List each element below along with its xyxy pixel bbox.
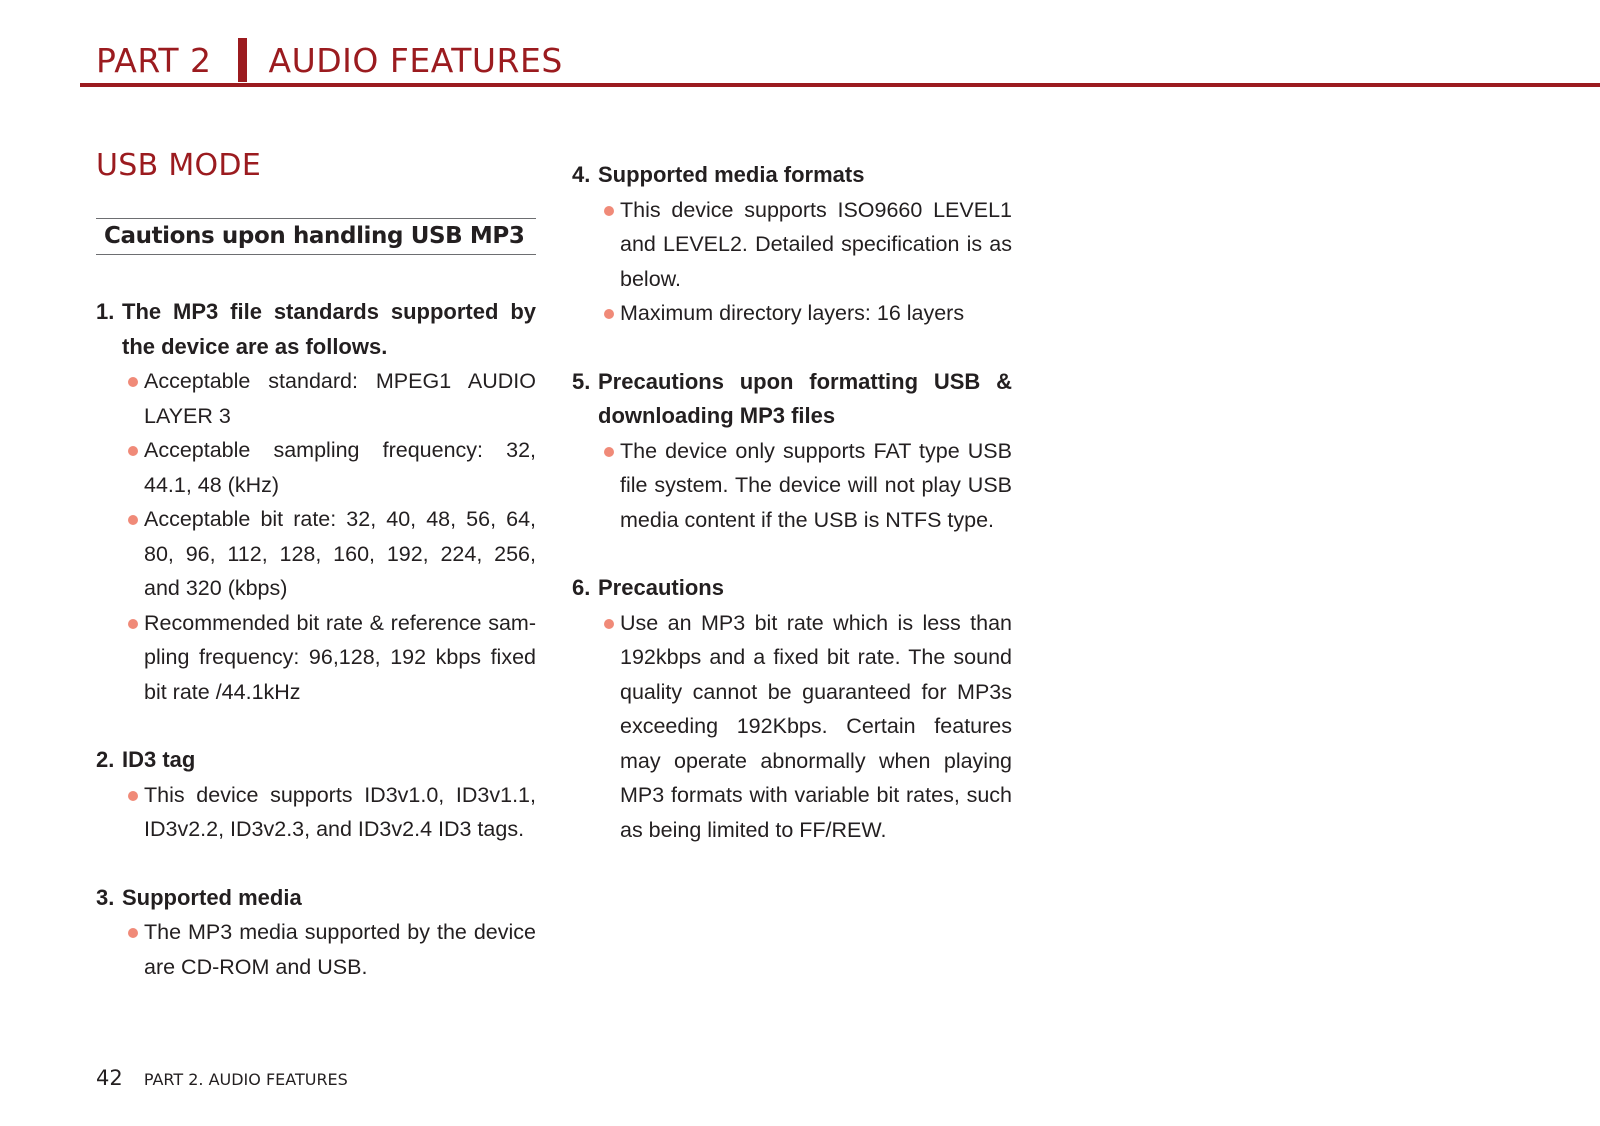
- list-item: [572, 365, 1012, 538]
- bullet-list: [96, 778, 536, 847]
- bullet-list: [572, 606, 1012, 848]
- bullet-item: Recommended bit rate & reference sam-pling frequency: 96,128, 192 kbps fixed bit rate /44.1kHz: [126, 606, 536, 710]
- bullet-item: The device only supports FAT type USB file system. The device will not play USB media content if the USB is NTFS type.: [602, 434, 1012, 538]
- item-number: 3.: [96, 884, 115, 910]
- item-title: ID3 tag: [122, 747, 196, 772]
- page-footer: [96, 1066, 348, 1090]
- item-number: 6.: [572, 575, 591, 600]
- bullet-list: [572, 193, 1012, 331]
- bullet-list: [572, 434, 1012, 538]
- right-column: [572, 158, 1012, 847]
- item-title: Supported media: [122, 884, 302, 910]
- bullet-item: This device supports ISO9660 LEVEL1 and LEVEL2. Detailed specification is as below.: [602, 193, 1012, 297]
- item-heading: [96, 743, 536, 778]
- footer-label: PART 2. AUDIO FEATURES: [143, 1070, 348, 1089]
- header-divider: [238, 38, 247, 82]
- list-item: [96, 295, 536, 709]
- item-number: 1.: [96, 299, 115, 324]
- header-part: PART 2: [96, 40, 212, 80]
- header-rule: [80, 83, 1600, 87]
- bullet-item: Acceptable bit rate: 32, 40, 48, 56, 64, 80, 96, 112, 128, 160, 192, 224, 256, and 320 (kbps): [126, 502, 536, 606]
- page-header: [96, 38, 563, 82]
- section-title: USB MODE: [96, 148, 262, 183]
- item-number: 2.: [96, 747, 115, 772]
- item-number: 5.: [572, 368, 591, 394]
- bullet-item: Acceptable sampling frequency: 32, 44.1, 48 (kHz): [126, 433, 536, 502]
- list-item: [96, 743, 536, 847]
- bullet-list: [96, 364, 536, 709]
- left-column: [96, 140, 536, 984]
- item-title: Precautions upon formatting USB & downloading MP3 files: [598, 368, 1012, 428]
- subsection-title: Cautions upon handling USB MP3: [96, 218, 536, 255]
- item-heading: [572, 158, 1012, 193]
- bullet-item: Acceptable standard: MPEG1 AUDIO LAYER 3: [126, 364, 536, 433]
- item-title: Precautions: [598, 575, 724, 600]
- item-heading: [572, 571, 1012, 606]
- bullet-item: This device supports ID3v1.0, ID3v1.1, ID3v2.2, ID3v2.3, and ID3v2.4 ID3 tags.: [126, 778, 536, 847]
- bullet-item: The MP3 media supported by the device are CD-ROM and USB.: [126, 915, 536, 984]
- bullet-list: [96, 915, 536, 984]
- item-heading: [572, 365, 1012, 434]
- bullet-item: Use an MP3 bit rate which is less than 192kbps and a fixed bit rate. The sound quality cannot be guaranteed for MP3s exceeding 192Kbps. Certain features may operate abnormally when playing MP3 formats with variable bit rates, such as being limited to FF/REW.: [602, 606, 1012, 848]
- bullet-item: Maximum directory layers: 16 layers: [602, 296, 1012, 331]
- item-title: The MP3 file standards supported by the device are as follows.: [122, 299, 536, 359]
- page-number: 42: [96, 1066, 123, 1090]
- list-item: [572, 158, 1012, 331]
- list-item: [96, 881, 536, 985]
- item-title: Supported media formats: [598, 162, 865, 187]
- item-heading: [96, 295, 536, 364]
- item-number: 4.: [572, 162, 591, 187]
- item-heading: [96, 881, 536, 916]
- header-title: AUDIO FEATURES: [268, 40, 563, 80]
- list-item: [572, 571, 1012, 847]
